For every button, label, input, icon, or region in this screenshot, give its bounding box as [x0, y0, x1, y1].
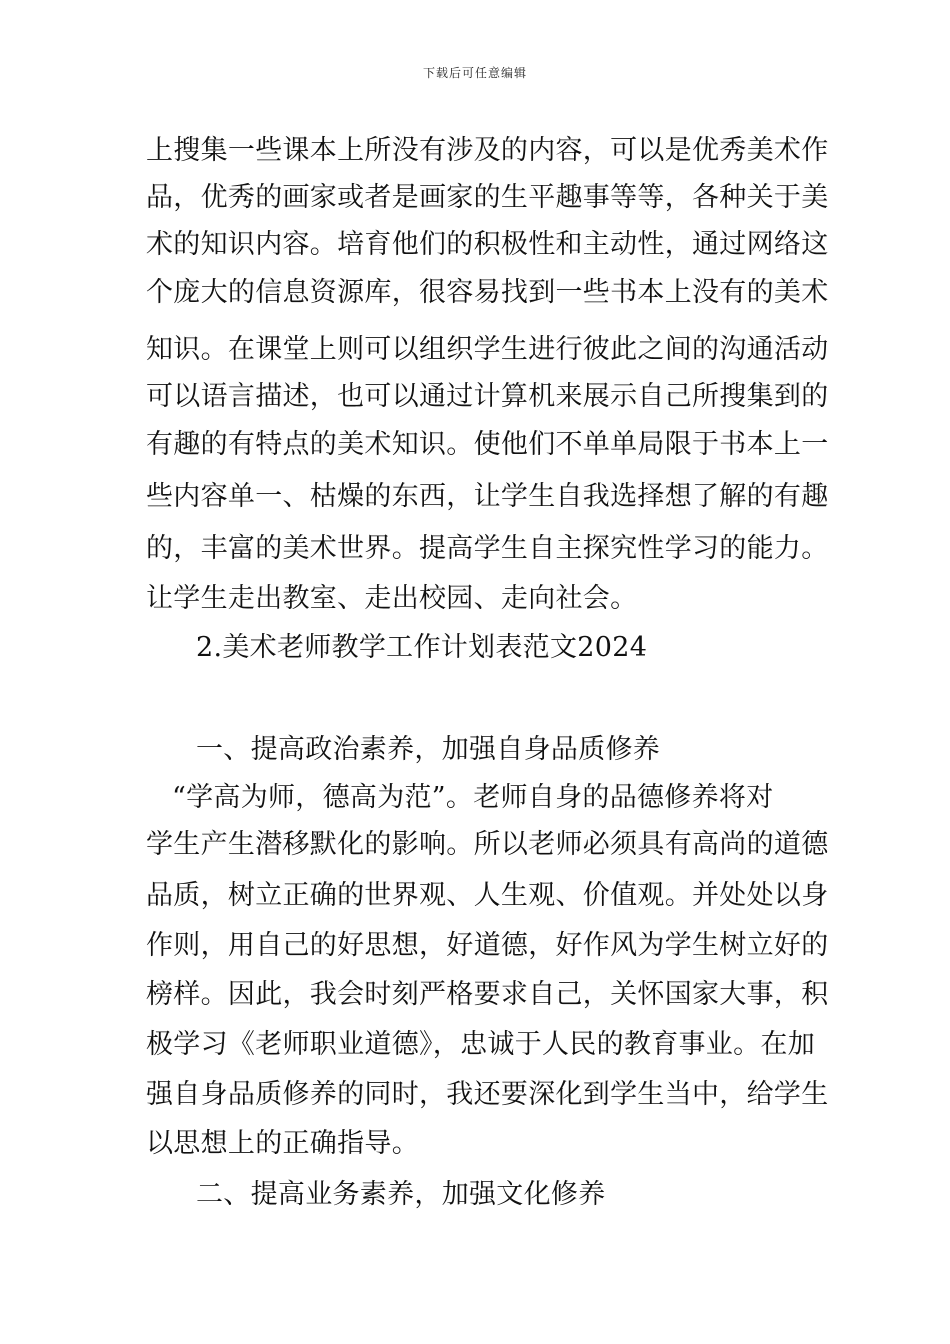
paragraph-line: 极学习《老师职业道德》，忠诚于人民的教育事业。在加 — [146, 1029, 815, 1060]
paragraph-line: 可以语言描述，也可以通过计算机来展示自己所搜集到的 — [146, 381, 829, 412]
paragraph-line: 强自身品质修养的同时，我还要深化到学生当中，给学生 — [146, 1079, 829, 1110]
paragraph-line: 知识。在课堂上则可以组织学生进行彼此之间的沟通活动 — [146, 334, 829, 365]
paragraph-line: 些内容单一、枯燥的东西，让学生自我选择想了解的有趣 — [146, 481, 829, 512]
paragraph-line: 品，优秀的画家或者是画家的生平趣事等等，各种关于美 — [146, 182, 829, 213]
section-title: 2.美术老师教学工作计划表范文2024 — [196, 632, 648, 663]
paragraph-line: 的，丰富的美术世界。提高学生自主探究性学习的能力。 — [146, 533, 829, 564]
paragraph-line: 学生产生潜移默化的影响。所以老师必须具有高尚的道德 — [146, 829, 829, 860]
paragraph-line: 品质，树立正确的世界观、人生观、价值观。并处处以身 — [146, 880, 829, 911]
paragraph-line: 上搜集一些课本上所没有涉及的内容，可以是优秀美术作 — [146, 135, 829, 166]
paragraph-line: 有趣的有特点的美术知识。使他们不单单局限于书本上一 — [146, 429, 829, 460]
paragraph-line: 个庞大的信息资源库，很容易找到一些书本上没有的美术 — [146, 277, 829, 308]
paragraph-line: 术的知识内容。培育他们的积极性和主动性，通过网络这 — [146, 229, 829, 260]
header-note: 下载后可任意编辑 — [422, 66, 527, 80]
paragraph-line: 作则，用自己的好思想，好道德，好作风为学生树立好的 — [146, 930, 829, 961]
paragraph-line: 榜样。因此，我会时刻严格要求自己，关怀国家大事，积 — [146, 979, 829, 1010]
heading-one: 一、提高政治素养，加强自身品质修养 — [196, 734, 661, 765]
paragraph-line: 以思想上的正确指导。 — [146, 1128, 419, 1159]
heading-two: 二、提高业务素养，加强文化修养 — [196, 1179, 606, 1210]
paragraph-line: “学高为师，德高为范”。老师自身的品德修养将对 — [172, 782, 774, 813]
paragraph-line: 让学生走出教室、走出校园、走向社会。 — [146, 583, 638, 614]
